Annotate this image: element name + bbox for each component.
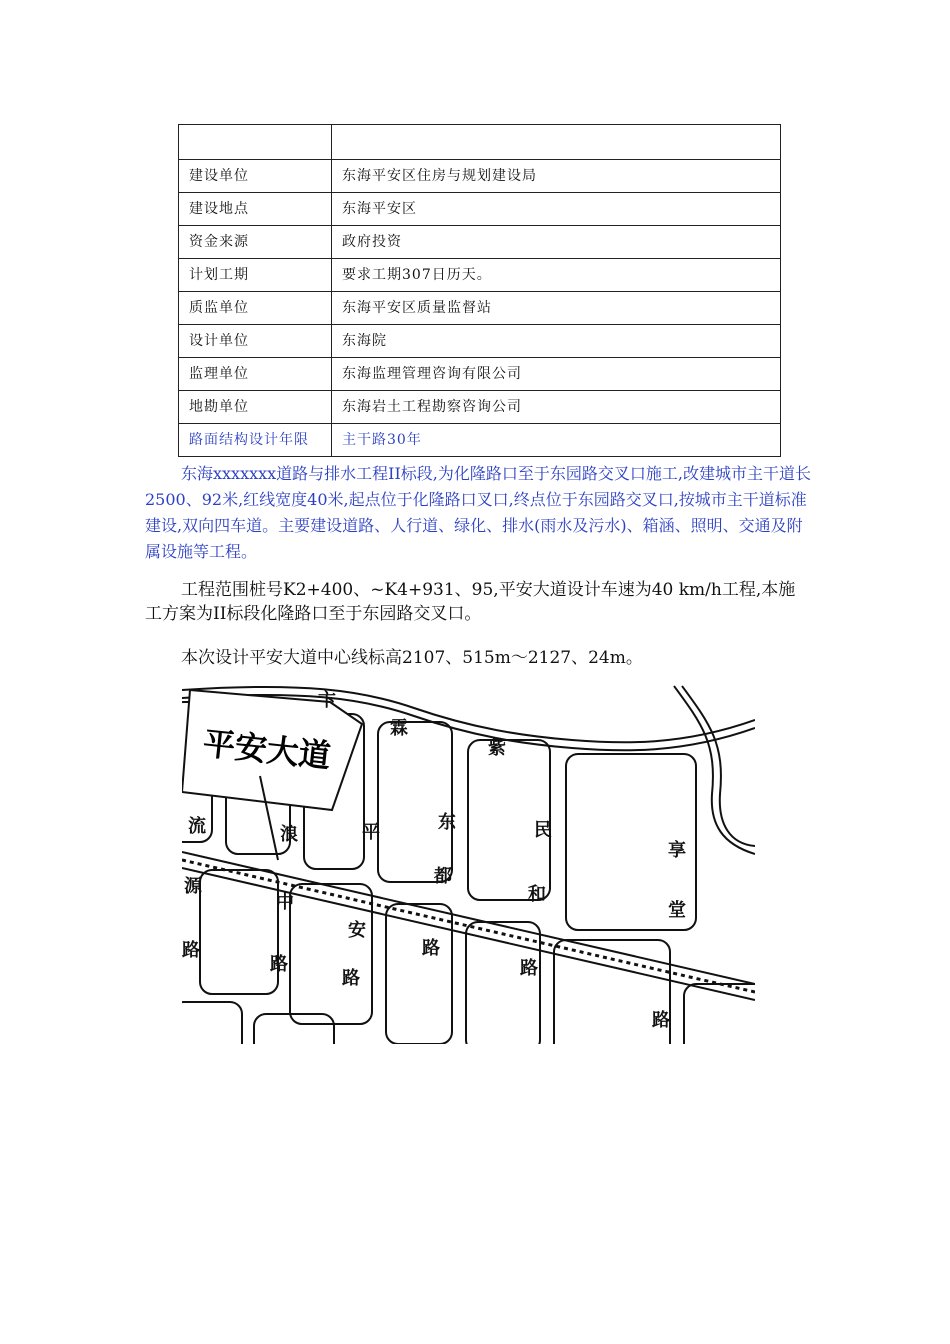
elevation-paragraph: 本次设计平安大道中心线标高2107、515m～2127、24m。 — [181, 648, 643, 668]
row-value: 东海平安区 — [332, 193, 781, 226]
road-label: 平 — [362, 822, 380, 843]
table-row — [179, 424, 781, 457]
road-label: 路 — [342, 968, 360, 989]
row-value: 东海平安区质量监督站 — [332, 292, 781, 325]
map-block — [290, 884, 372, 1024]
map-block — [254, 1014, 334, 1044]
row-label: 监理单位 — [179, 358, 332, 391]
row-label: 建设地点 — [179, 193, 332, 226]
table-row — [179, 391, 781, 424]
table-row — [179, 160, 781, 193]
row-value: 政府投资 — [332, 226, 781, 259]
row-value: 东海平安区住房与规划建设局 — [332, 160, 781, 193]
table-row — [179, 325, 781, 358]
map-svg — [182, 684, 755, 1044]
row-label: 建设单位 — [179, 160, 332, 193]
map-block — [466, 922, 540, 1044]
table-row — [179, 193, 781, 226]
project-info-table — [178, 124, 781, 457]
map-block — [182, 1002, 242, 1044]
road-label: 紫 — [488, 738, 506, 759]
row-value: 主干路30年 — [332, 424, 781, 457]
road-label: 路 — [270, 954, 288, 975]
road-label: 路 — [182, 940, 200, 961]
row-label: 质监单位 — [179, 292, 332, 325]
row-label: 资金来源 — [179, 226, 332, 259]
main-road-label-box — [182, 690, 362, 860]
row-label: 路面结构设计年限 — [179, 424, 332, 457]
map-block — [386, 904, 452, 1044]
row-value: 要求工期307日历天。 — [332, 259, 781, 292]
map-block — [684, 984, 755, 1044]
map-block — [378, 722, 452, 882]
scope-paragraph: 工程范围桩号K2+400、~K4+931、95,平安大道设计车速为40 km/h工程,本施工方案为II标段化隆路口至于东园路交叉口。 — [145, 580, 796, 624]
road-label: 流 — [188, 816, 206, 837]
row-label: 设计单位 — [179, 325, 332, 358]
road-label: 路 — [652, 1010, 670, 1031]
road-label: 享 — [668, 840, 686, 861]
table-header-cell — [179, 125, 332, 160]
road-label: 堂 — [668, 900, 686, 921]
row-value: 东海监理管理咨询有限公司 — [332, 358, 781, 391]
row-value: 东海院 — [332, 325, 781, 358]
road-label: 东 — [438, 812, 456, 833]
table-header-row — [179, 125, 781, 160]
table-row — [179, 226, 781, 259]
table-row — [179, 292, 781, 325]
row-label: 计划工期 — [179, 259, 332, 292]
road-label: 安 — [348, 920, 366, 941]
road-label: 路 — [520, 958, 538, 979]
road-label: 中 — [276, 892, 294, 913]
map-block — [200, 870, 278, 994]
road-label: 卞 — [318, 690, 336, 711]
row-label: 地勘单位 — [179, 391, 332, 424]
main-road-name: 平安大道 — [201, 724, 333, 776]
road-label: 源 — [184, 876, 202, 897]
road-label: 浪 — [280, 824, 298, 845]
road-label: 民 — [534, 820, 552, 841]
road-label: 路 — [422, 938, 440, 959]
row-value: 东海岩土工程勘察咨询公司 — [332, 391, 781, 424]
table-row — [179, 259, 781, 292]
map-road-line — [682, 686, 755, 846]
table-row — [179, 358, 781, 391]
project-description-paragraph: 东海xxxxxxx道路与排水工程II标段,为化隆路口至于东园路交叉口施工,改建城市主干道长2500、92米,红线宽度40米,起点位于化隆路口叉口,终点位于东园路交叉口,按城市主干道标准建设,双向四车道。主要建设道路、人行道、绿化、排水(雨水及污水)、箱涵、照明、交通及附属设施等工程。 — [145, 464, 811, 561]
table-header-cell — [332, 125, 781, 160]
road-label: 都 — [434, 866, 452, 887]
road-location-map — [182, 684, 755, 1044]
road-label: 和 — [528, 884, 546, 905]
map-road-line — [674, 686, 755, 854]
road-label: 霖 — [390, 718, 408, 739]
